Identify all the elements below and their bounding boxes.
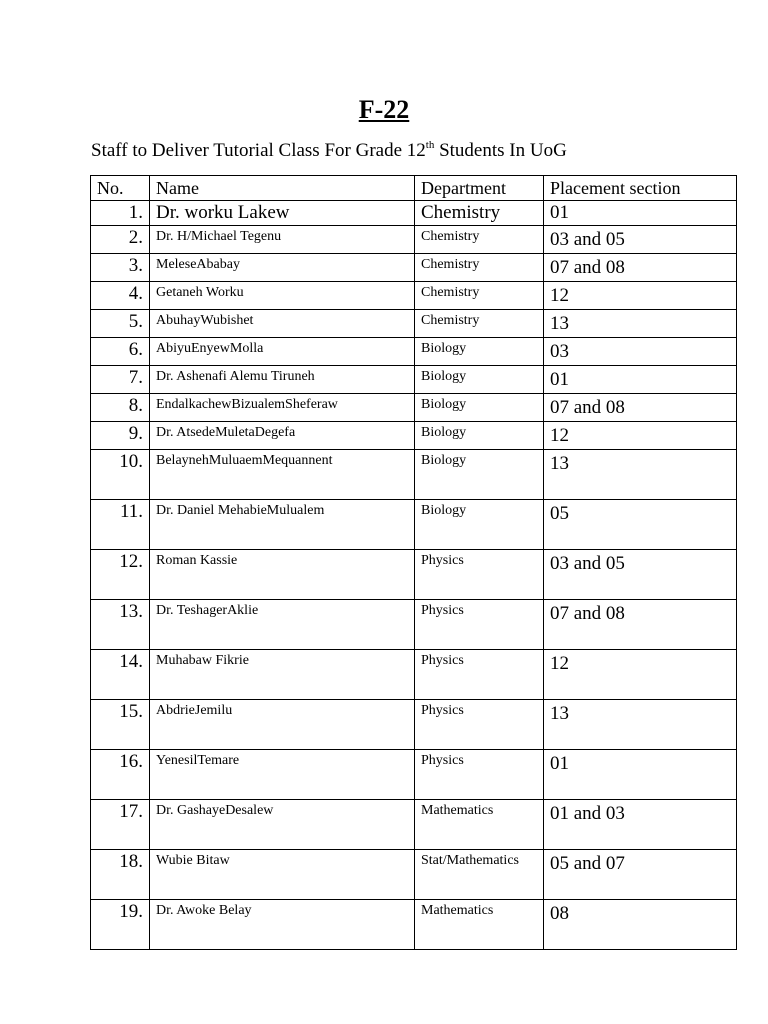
table-row [91, 422, 737, 450]
heading-text: Staff to Deliver Tutorial Class For Grade 12 [91, 140, 426, 161]
department: Mathematics [415, 900, 544, 950]
department: Stat/Mathematics [415, 850, 544, 900]
row-number: 11. [91, 500, 150, 550]
placement-section: 03 and 05 [544, 226, 737, 254]
staff-name: Dr. Ashenafi Alemu Tiruneh [150, 366, 415, 394]
staff-name: YenesilTemare [150, 750, 415, 800]
placement-section: 01 [544, 750, 737, 800]
placement-section: 05 [544, 500, 737, 550]
placement-section: 07 and 08 [544, 394, 737, 422]
table-row [91, 800, 737, 850]
row-number: 2. [91, 226, 150, 254]
department: Chemistry [415, 282, 544, 310]
row-number: 14. [91, 650, 150, 700]
row-number: 6. [91, 338, 150, 366]
staff-name: Wubie Bitaw [150, 850, 415, 900]
header-placement-section: Placement section [544, 176, 737, 201]
placement-section: 05 and 07 [544, 850, 737, 900]
row-number: 17. [91, 800, 150, 850]
table-row [91, 201, 737, 226]
department: Physics [415, 550, 544, 600]
staff-name: Muhabaw Fikrie [150, 650, 415, 700]
department: Physics [415, 650, 544, 700]
header-department: Department [415, 176, 544, 201]
row-number: 18. [91, 850, 150, 900]
staff-name: Dr. Awoke Belay [150, 900, 415, 950]
table-row [91, 700, 737, 750]
department: Chemistry [415, 226, 544, 254]
department: Biology [415, 366, 544, 394]
staff-name: AbiyuEnyewMolla [150, 338, 415, 366]
staff-name: EndalkachewBizualemSheferaw [150, 394, 415, 422]
table-row [91, 600, 737, 650]
placement-section: 01 [544, 201, 737, 226]
table-row [91, 338, 737, 366]
table-row [91, 900, 737, 950]
staff-name: AbdrieJemilu [150, 700, 415, 750]
department: Chemistry [415, 254, 544, 282]
placement-section: 01 and 03 [544, 800, 737, 850]
staff-name: Getaneh Worku [150, 282, 415, 310]
table-row [91, 650, 737, 700]
table-row [91, 310, 737, 338]
row-number: 3. [91, 254, 150, 282]
table-row [91, 394, 737, 422]
staff-name: Dr. TeshagerAklie [150, 600, 415, 650]
department: Biology [415, 450, 544, 500]
table-row [91, 282, 737, 310]
placement-section: 07 and 08 [544, 600, 737, 650]
row-number: 1. [91, 201, 150, 226]
row-number: 5. [91, 310, 150, 338]
staff-name: Roman Kassie [150, 550, 415, 600]
form-id: F-22 [358, 95, 410, 124]
staff-name: Dr. Daniel MehabieMulualem [150, 500, 415, 550]
row-number: 12. [91, 550, 150, 600]
staff-name: MeleseAbabay [150, 254, 415, 282]
placement-section: 03 and 05 [544, 550, 737, 600]
department: Biology [415, 500, 544, 550]
department: Biology [415, 394, 544, 422]
table-row [91, 750, 737, 800]
staff-name: Dr. H/Michael Tegenu [150, 226, 415, 254]
table-row [91, 254, 737, 282]
table-row [91, 850, 737, 900]
placement-section: 12 [544, 650, 737, 700]
placement-section: 13 [544, 310, 737, 338]
document-heading [91, 138, 567, 164]
heading-text-end: Students In UoG [434, 140, 567, 161]
placement-section: 07 and 08 [544, 254, 737, 282]
staff-name: Dr. worku Lakew [150, 201, 415, 226]
department: Biology [415, 338, 544, 366]
table-row [91, 226, 737, 254]
staff-name: AbuhayWubishet [150, 310, 415, 338]
row-number: 10. [91, 450, 150, 500]
department: Chemistry [415, 310, 544, 338]
department: Chemistry [415, 201, 544, 226]
department: Biology [415, 422, 544, 450]
staff-name: Dr. AtsedeMuletaDegefa [150, 422, 415, 450]
row-number: 15. [91, 700, 150, 750]
department: Physics [415, 750, 544, 800]
row-number: 8. [91, 394, 150, 422]
placement-section: 13 [544, 450, 737, 500]
placement-section: 12 [544, 282, 737, 310]
table-row [91, 550, 737, 600]
placement-section: 01 [544, 366, 737, 394]
staff-table [90, 175, 737, 950]
staff-name: BelaynehMuluaemMequannent [150, 450, 415, 500]
table-header-row [91, 176, 737, 201]
table-row [91, 500, 737, 550]
department: Physics [415, 600, 544, 650]
header-name: Name [150, 176, 415, 201]
row-number: 4. [91, 282, 150, 310]
placement-section: 13 [544, 700, 737, 750]
department: Mathematics [415, 800, 544, 850]
row-number: 19. [91, 900, 150, 950]
heading-superscript: th [425, 139, 435, 151]
header-no: No. [91, 176, 150, 201]
row-number: 7. [91, 366, 150, 394]
row-number: 13. [91, 600, 150, 650]
row-number: 16. [91, 750, 150, 800]
table-row [91, 366, 737, 394]
placement-section: 08 [544, 900, 737, 950]
placement-section: 12 [544, 422, 737, 450]
table-row [91, 450, 737, 500]
row-number: 9. [91, 422, 150, 450]
staff-name: Dr. GashayeDesalew [150, 800, 415, 850]
department: Physics [415, 700, 544, 750]
placement-section: 03 [544, 338, 737, 366]
